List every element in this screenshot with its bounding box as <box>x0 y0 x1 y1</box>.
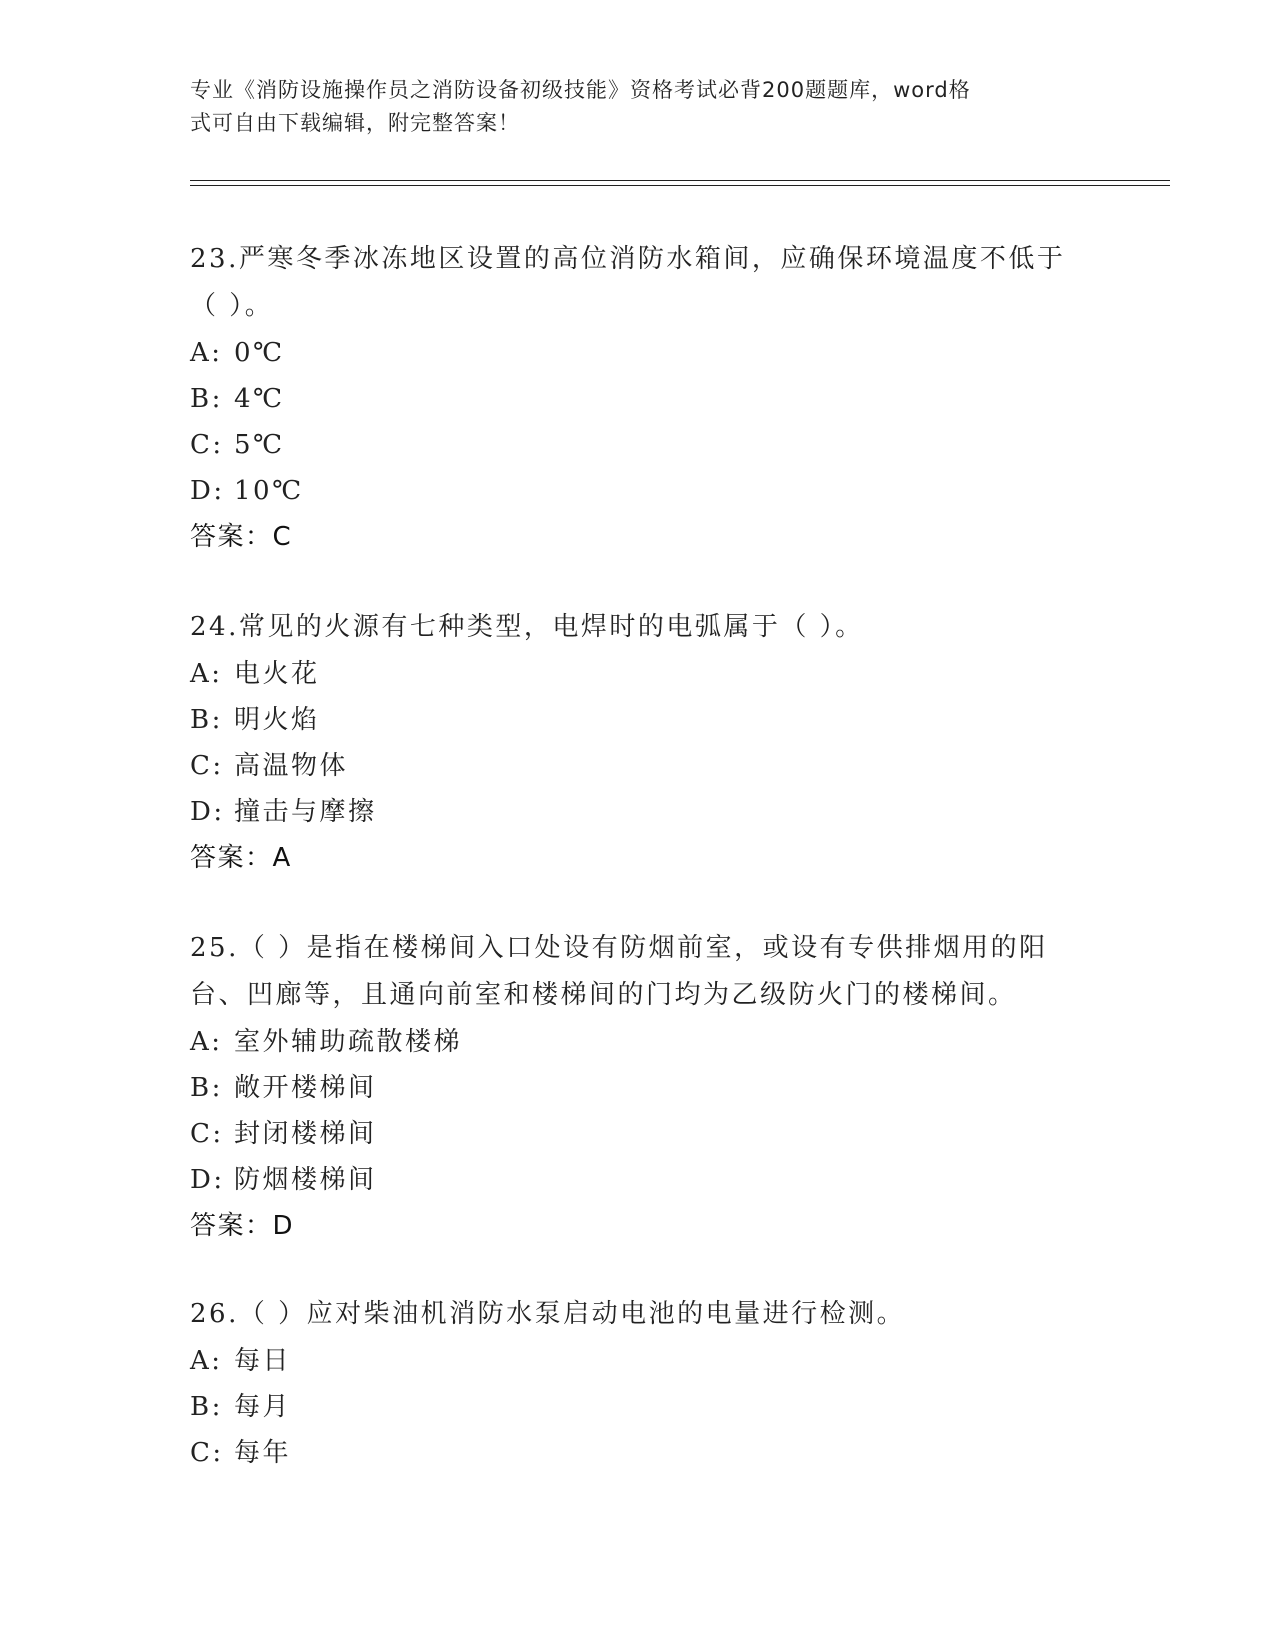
question-stem-line: （ ）。 <box>190 291 274 321</box>
option-a <box>190 651 1090 697</box>
option-text: 明火焰 <box>234 705 320 735</box>
question-stem-line: 23.严寒冬季冰冻地区设置的高位消防水箱间，应确保环境温度不低于 <box>190 244 1066 274</box>
option-d <box>190 1157 1090 1203</box>
option-c <box>190 1430 1090 1476</box>
option-c <box>190 743 1090 789</box>
answer-line: 答案：A <box>190 843 292 873</box>
option-b <box>190 1065 1090 1111</box>
option-b <box>190 697 1090 743</box>
header-divider-top <box>190 180 1170 181</box>
option-text: 撞击与摩擦 <box>234 797 377 827</box>
option-b <box>190 1384 1090 1430</box>
option-a <box>190 330 1090 376</box>
option-d <box>190 789 1090 835</box>
question-stem <box>190 604 1090 651</box>
option-c <box>190 422 1090 468</box>
option-key: B: <box>190 384 223 414</box>
header-line-1: 专业《消防设施操作员之消防设备初级技能》资格考试必背200题题库，word格 <box>190 78 971 102</box>
option-key: C: <box>190 1119 224 1149</box>
option-d <box>190 468 1090 514</box>
option-key: C: <box>190 1438 224 1468</box>
option-text: 4℃ <box>234 384 285 414</box>
question-24 <box>190 604 1090 881</box>
question-stem-line: 26.（ ）应对柴油机消防水泵启动电池的电量进行检测。 <box>190 1299 906 1329</box>
option-text: 每月 <box>234 1392 292 1422</box>
option-text: 室外辅助疏散楼梯 <box>234 1027 463 1057</box>
option-text: 5℃ <box>234 430 285 460</box>
option-text: 10℃ <box>234 476 304 506</box>
option-key: A: <box>190 659 223 689</box>
question-23 <box>190 236 1090 560</box>
option-text: 电火花 <box>234 659 320 689</box>
option-key: A: <box>190 338 223 368</box>
option-key: C: <box>190 751 224 781</box>
option-text: 防烟楼梯间 <box>234 1165 377 1195</box>
answer-line: 答案：C <box>190 522 293 552</box>
header-divider-bottom <box>190 185 1170 186</box>
option-key: B: <box>190 1073 223 1103</box>
option-a <box>190 1338 1090 1384</box>
option-key: B: <box>190 705 223 735</box>
question-stem <box>190 925 1090 1019</box>
option-c <box>190 1111 1090 1157</box>
option-text: 每年 <box>234 1438 292 1468</box>
option-key: C: <box>190 430 224 460</box>
question-25 <box>190 925 1090 1249</box>
option-key: A: <box>190 1027 223 1057</box>
question-stem-line: 台、凹廊等，且通向前室和楼梯间的门均为乙级防火门的楼梯间。 <box>190 980 1017 1010</box>
document-header <box>190 74 1090 140</box>
option-text: 高温物体 <box>234 751 349 781</box>
question-stem <box>190 1291 1090 1338</box>
option-b <box>190 376 1090 422</box>
option-text: 0℃ <box>234 338 285 368</box>
option-key: D: <box>190 476 225 506</box>
option-key: D: <box>190 1165 225 1195</box>
option-key: B: <box>190 1392 223 1422</box>
question-stem <box>190 236 1090 330</box>
header-line-2: 式可自由下载编辑，附完整答案！ <box>190 111 520 135</box>
answer-line: 答案：D <box>190 1211 295 1241</box>
question-stem-line: 24.常见的火源有七种类型，电焊时的电弧属于（ ）。 <box>190 612 864 642</box>
option-text: 每日 <box>234 1346 292 1376</box>
option-text: 敞开楼梯间 <box>234 1073 377 1103</box>
option-key: D: <box>190 797 225 827</box>
question-stem-line: 25.（ ）是指在楼梯间入口处设有防烟前室，或设有专供排烟用的阳 <box>190 933 1048 963</box>
option-key: A: <box>190 1346 223 1376</box>
option-text: 封闭楼梯间 <box>234 1119 377 1149</box>
question-26 <box>190 1291 1090 1476</box>
option-a <box>190 1019 1090 1065</box>
